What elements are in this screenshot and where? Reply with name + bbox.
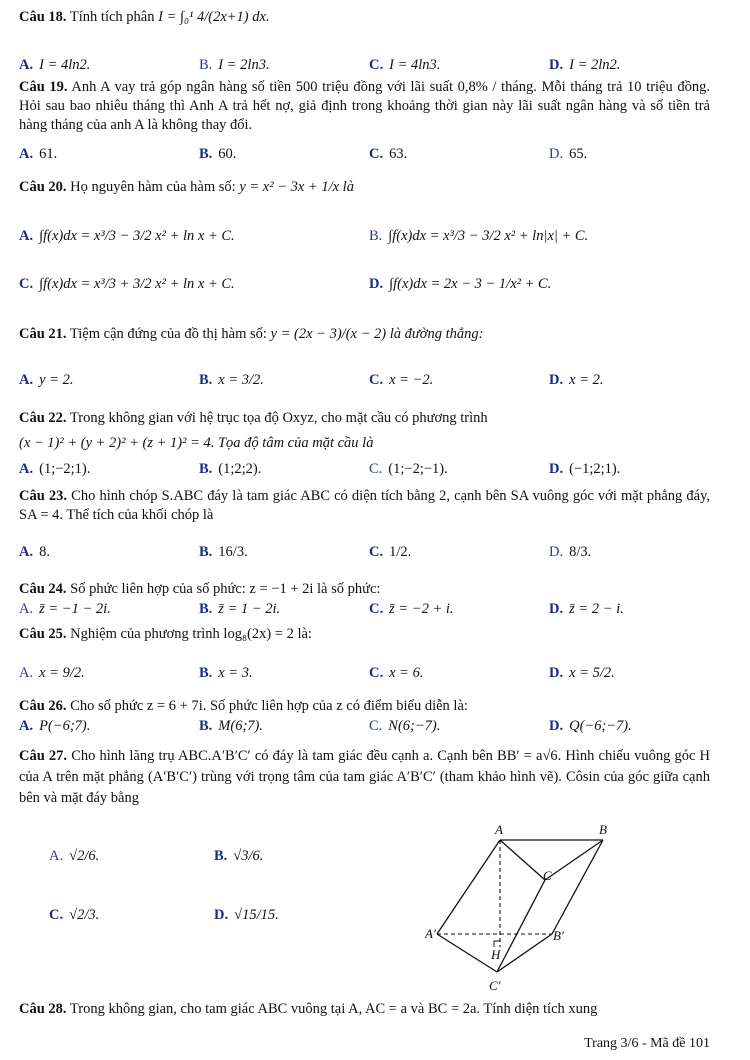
question-stem: Tiệm cận đứng của đồ thị hàm số: (69, 326, 267, 342)
option-a[interactable]: A. ∫f(x)dx = x³/3 − 3/2 x² + ln x + C. (19, 228, 235, 244)
options-19 (19, 146, 709, 168)
question-stem: Anh A vay trả góp ngân hàng số tiền 500 triệu đồng với lãi suất 0,8% / tháng. Mỗi tháng trả 10 triệu đồng. Hỏi sau bao nhiêu tháng thì Anh A trả hết nợ, giả định trong khoảng thời gian này lãi suất ngân hàng và số tiền trả hàng tháng của anh A là không thay đổi. (19, 79, 710, 133)
options-22 (19, 461, 709, 483)
option-d[interactable]: D. x = 5/2. (549, 665, 615, 681)
options-20-row2 (19, 276, 709, 298)
option-d[interactable]: D. (−1;2;1). (549, 461, 621, 477)
question-28 (19, 1000, 710, 1019)
option-a[interactable]: A. y = 2. (19, 372, 74, 388)
question-label: Câu 27. (19, 748, 68, 764)
option-a[interactable]: A. (1;−2;1). (19, 461, 91, 477)
question-25 (19, 625, 710, 644)
question-expression: y = x² − 3x + 1/x là (239, 179, 354, 195)
options-21 (19, 372, 709, 394)
label-b1: B′ (553, 928, 564, 943)
question-label: Câu 26. (19, 698, 67, 714)
question-22 (19, 409, 710, 453)
option-b[interactable]: B. √3/6. (214, 848, 264, 864)
option-b[interactable]: B. ∫f(x)dx = x³/3 − 3/2 x² + ln|x| + C. (369, 228, 589, 244)
options-27-row2 (19, 907, 399, 929)
option-c[interactable]: C. I = 4ln3. (369, 57, 441, 73)
option-c[interactable]: C. (1;−2;−1). (369, 461, 448, 477)
question-label: Câu 18. (19, 9, 67, 25)
option-c[interactable]: C. √2/3. (49, 907, 100, 923)
question-label: Câu 24. (19, 581, 67, 597)
option-d[interactable]: D. 8/3. (549, 544, 592, 560)
question-stem: Trong không gian, cho tam giác ABC vuông tại A, AC = a và BC = 2a. Tính diện tích xung (69, 1001, 598, 1017)
option-c[interactable]: C. x = 6. (369, 665, 424, 681)
option-d[interactable]: D. x = 2. (549, 372, 604, 388)
question-stem: Cho hình chóp S.ABC đáy là tam giác ABC có diện tích bằng 2, cạnh bên SA vuông góc với mặt phẳng đáy, SA = 4. Thể tích của khối chóp là (19, 488, 711, 523)
option-b[interactable]: B. 16/3. (199, 544, 248, 560)
prism-figure (425, 822, 625, 997)
option-d[interactable]: D. Q(−6;−7). (549, 718, 632, 734)
edge-aa1 (437, 840, 500, 934)
label-a1: A′ (425, 926, 436, 941)
question-20 (19, 178, 710, 197)
option-c[interactable]: C. 1/2. (369, 544, 412, 560)
question-label: Câu 19. (19, 79, 68, 95)
option-c[interactable]: C. z̄ = −2 + i. (369, 601, 454, 617)
option-b[interactable]: B. M(6;7). (199, 718, 263, 734)
option-a[interactable]: A. z̄ = −1 − 2i. (19, 601, 111, 617)
option-d[interactable]: D. I = 2ln2. (549, 57, 621, 73)
label-h: H (491, 947, 501, 962)
option-d[interactable]: D. ∫f(x)dx = 2x − 3 − 1/x² + C. (369, 276, 552, 292)
option-b[interactable]: B. z̄ = 1 − 2i. (199, 601, 281, 617)
question-stem: Cho số phức z = 6 + 7i. Số phức liên hợp của z có điểm biểu diễn là: (70, 698, 468, 714)
edge-bc (545, 840, 603, 880)
option-b[interactable]: B. x = 3. (199, 665, 253, 681)
option-d[interactable]: D. z̄ = 2 − i. (549, 601, 624, 617)
question-label: Câu 22. (19, 410, 67, 426)
option-b[interactable]: B. x = 3/2. (199, 372, 264, 388)
edge-cc1 (497, 880, 545, 972)
option-a[interactable]: A. x = 9/2. (19, 665, 85, 681)
question-21 (19, 325, 710, 344)
question-stem: Cho hình lăng trụ ABC.A′B′C′ có đáy là tam giác đều cạnh a. Cạnh bên BB′ = a√6. Hình chiếu vuông góc H của A trên mặt phẳng (A′B′C′) trùng với trọng tâm của tam giác A′B′C′ (tham khảo hình vẽ). Côsin của góc giữa cạnh bên và mặt đáy bằng (19, 748, 710, 806)
question-stem-2: (x − 1)² + (y + 2)² + (z + 1)² = 4. Tọa độ tâm của mặt cầu là (19, 435, 374, 451)
question-24 (19, 580, 710, 599)
question-stem: Tính tích phân (69, 9, 155, 25)
options-23 (19, 544, 709, 566)
question-label: Câu 23. (19, 488, 68, 504)
option-a[interactable]: A. I = 4ln2. (19, 57, 91, 73)
option-d[interactable]: D. √15/15. (214, 907, 279, 923)
question-stem: Nghiệm của phương trình log₈(2x) = 2 là: (70, 626, 312, 642)
label-c1: C′ (489, 978, 501, 993)
label-c: C (543, 868, 552, 883)
question-label: Câu 25. (19, 626, 67, 642)
option-b[interactable]: B. 60. (199, 146, 237, 162)
option-b[interactable]: B. I = 2ln3. (199, 57, 270, 73)
question-expression: y = (2x − 3)/(x − 2) là đường thẳng: (270, 326, 484, 342)
edge-bb1 (552, 840, 603, 934)
options-25 (19, 665, 709, 687)
option-c[interactable]: C. ∫f(x)dx = x³/3 + 3/2 x² + ln x + C. (19, 276, 235, 292)
option-a[interactable]: A. 8. (19, 544, 50, 560)
page-footer: Trang 3/6 - Mã đề 101 (584, 1036, 710, 1051)
question-18 (19, 8, 710, 27)
options-27-row1 (19, 848, 399, 870)
question-expression: I = ∫₀¹ 4/(2x+1) dx. (158, 9, 270, 25)
option-a[interactable]: A. 61. (19, 146, 58, 162)
option-b[interactable]: B. (1;2;2). (199, 461, 262, 477)
edge-ac (500, 840, 545, 880)
question-label: Câu 21. (19, 326, 67, 342)
options-18 (19, 57, 709, 79)
options-24 (19, 601, 709, 623)
options-26 (19, 718, 709, 740)
option-c[interactable]: C. 63. (369, 146, 408, 162)
question-label: Câu 20. (19, 179, 67, 195)
question-27 (19, 746, 710, 809)
option-c[interactable]: C. N(6;−7). (369, 718, 441, 734)
question-label: Câu 28. (19, 1001, 67, 1017)
edge-a1c1 (437, 934, 497, 972)
label-b: B (599, 822, 607, 837)
option-c[interactable]: C. x = −2. (369, 372, 434, 388)
option-a[interactable]: A. √2/6. (49, 848, 100, 864)
options-20-row1 (19, 228, 709, 250)
option-d[interactable]: D. 65. (549, 146, 588, 162)
question-26 (19, 697, 710, 716)
option-a[interactable]: A. P(−6;7). (19, 718, 91, 734)
label-a: A (495, 822, 503, 837)
question-stem: Trong không gian với hệ trục tọa độ Oxyz, cho mặt cầu có phương trình (69, 410, 488, 426)
question-stem: Số phức liên hợp của số phức: z = −1 + 2i là số phức: (70, 581, 381, 597)
edge-b1c1 (497, 934, 552, 972)
question-19 (19, 78, 710, 135)
question-stem: Họ nguyên hàm của hàm số: (70, 179, 236, 195)
question-23 (19, 487, 710, 525)
